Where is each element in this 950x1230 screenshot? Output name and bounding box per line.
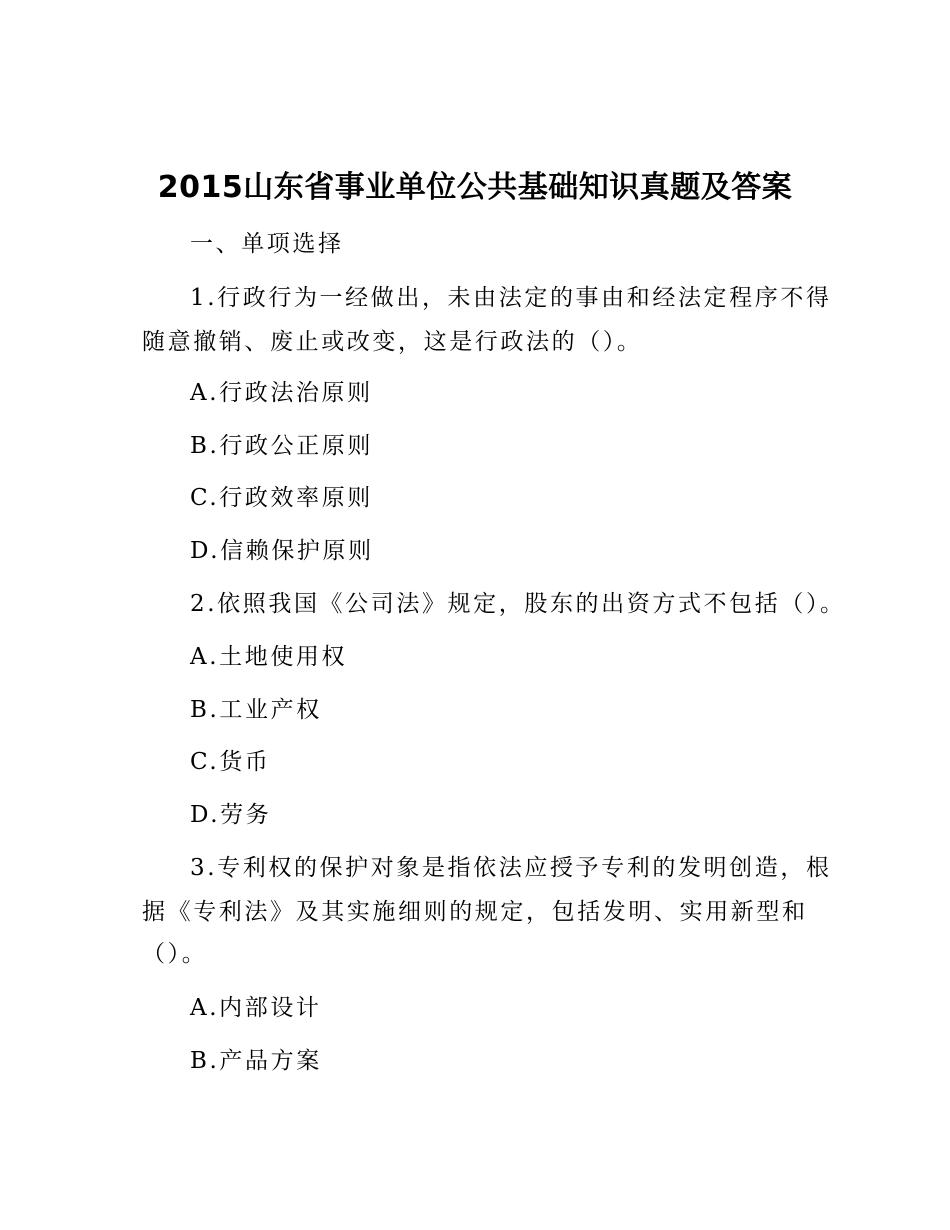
question-3-text-line-3: （）。 bbox=[142, 941, 208, 967]
question-1-option-a: A.行政法治原则 bbox=[190, 380, 373, 406]
question-2-option-b: B.工业产权 bbox=[190, 697, 322, 723]
section-heading: 一、单项选择 bbox=[190, 231, 344, 257]
question-3-text-line-2: 据《专利法》及其实施细则的规定，包括发明、实用新型和 bbox=[142, 899, 808, 925]
question-1-option-b: B.行政公正原则 bbox=[190, 433, 374, 459]
question-3-text-line-1: 3.专利权的保护对象是指依法应授予专利的发明创造，根 bbox=[190, 855, 832, 881]
question-1-text-line-2: 随意撤销、废止或改变，这是行政法的（）。 bbox=[142, 329, 643, 355]
question-2-text-line-1: 2.依照我国《公司法》规定，股东的出资方式不包括（）。 bbox=[190, 591, 846, 617]
question-3-option-b: B.产品方案 bbox=[190, 1048, 322, 1074]
question-1-text-line-1: 1.行政行为一经做出，未由法定的事由和经法定程序不得 bbox=[190, 285, 832, 311]
question-2-option-d: D.劳务 bbox=[190, 802, 272, 828]
question-2-option-a: A.土地使用权 bbox=[190, 644, 348, 670]
document-title: 2015山东省事业单位公共基础知识真题及答案 bbox=[157, 170, 793, 205]
question-1-option-d: D.信赖保护原则 bbox=[190, 538, 374, 564]
question-2-option-c: C.货币 bbox=[190, 749, 271, 775]
question-3-option-a: A.内部设计 bbox=[190, 995, 322, 1021]
question-1-option-c: C.行政效率原则 bbox=[190, 485, 373, 511]
